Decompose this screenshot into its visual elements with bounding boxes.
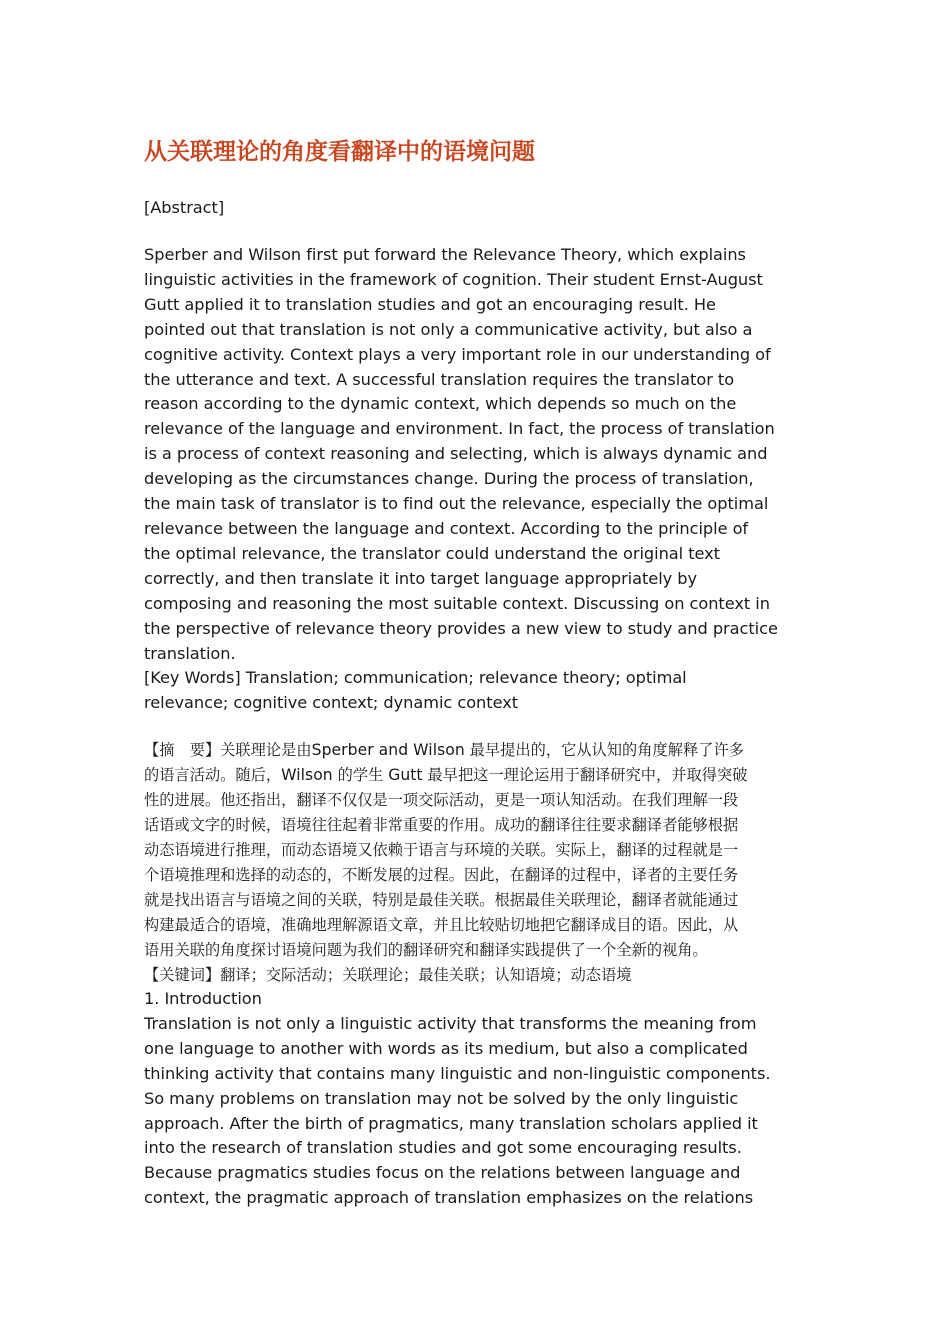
abstract-line: Gutt applied it to translation studies and got an encouraging result. He — [144, 294, 716, 314]
abstract-line: composing and reasoning the most suitable context. Discussing on context in — [144, 593, 770, 613]
intro-line: Because pragmatics studies focus on the relations between language and — [144, 1163, 741, 1183]
zh-text: 的学生 — [332, 766, 389, 784]
zh-abstract-line — [144, 763, 806, 788]
abstract-line: reason according to the dynamic context, which depends so much on the — [144, 394, 737, 414]
intro-line: thinking activity that contains many linguistic and non-linguistic components. — [144, 1063, 771, 1083]
abstract-line: pointed out that translation is not only a communicative activity, but also a — [144, 319, 753, 339]
abstract-line: relevance of the language and environment. In fact, the process of translation — [144, 419, 775, 439]
intro-line: context, the pragmatic approach of translation emphasizes on the relations — [144, 1188, 754, 1208]
intro-line: So many problems on translation may not be solved by the only linguistic — [144, 1088, 739, 1108]
abstract-line: cognitive activity. Context plays a very important role in our understanding of — [144, 344, 771, 364]
abstract-line: correctly, and then translate it into target language appropriately by — [144, 568, 698, 588]
abstract-line: the utterance and text. A successful translation requires the translator to — [144, 369, 735, 389]
intro-line: into the research of translation studies and got some encouraging results. — [144, 1138, 742, 1158]
zh-abstract-line — [144, 738, 806, 763]
zh-text: 最早把这一理论运用于翻译研究中，并取得突破 — [422, 766, 748, 784]
page-title: 从关联理论的角度看翻译中的语境问题 — [144, 138, 535, 165]
zh-abstract-line: 个语境推理和选择的动态的，不断发展的过程。因此，在翻译的过程中，译者的主要任务 — [144, 866, 739, 884]
abstract-line: the optimal relevance, the translator could understand the original text — [144, 543, 720, 563]
introduction-section — [144, 987, 806, 1211]
zh-latin-text: Gutt — [388, 766, 423, 784]
zh-abstract-line: 构建最适合的语境，准确地理解源语文章，并且比较贴切地把它翻译成目的语。因此，从 — [144, 916, 739, 934]
zh-text: 【摘 要】关联理论是由 — [144, 741, 312, 759]
abstract-line: Sperber and Wilson first put forward the Relevance Theory, which explains — [144, 245, 746, 264]
intro-line: Translation is not only a linguistic activity that transforms the meaning from — [144, 1013, 757, 1033]
zh-keywords: 【关键词】翻译；交际活动；关联理论；最佳关联；认知语境；动态语境 — [144, 966, 632, 984]
abstract-line: relevance between the language and context. According to the principle of — [144, 518, 749, 538]
abstract-line: linguistic activities in the framework of cognition. Their student Ernst-August — [144, 269, 763, 289]
zh-abstract-line: 性的进展。他还指出，翻译不仅仅是一项交际活动，更是一项认知活动。在我们理解一段 — [144, 791, 739, 809]
abstract-line: the perspective of relevance theory provides a new view to study and practice — [144, 618, 778, 638]
abstract-line: the main task of translator is to find out the relevance, especially the optimal — [144, 494, 769, 514]
intro-line: approach. After the birth of pragmatics, many translation scholars applied it — [144, 1113, 758, 1133]
section-heading: 1. Introduction — [144, 989, 262, 1008]
abstract-line: developing as the circumstances change. During the process of translation, — [144, 469, 754, 489]
zh-text: 的语言活动。随后， — [144, 766, 282, 784]
zh-text: 最早提出的，它从认知的角度解释了许多 — [464, 741, 744, 759]
zh-latin-text: Sperber and Wilson — [311, 741, 465, 759]
keywords-line: relevance; cognitive context; dynamic context — [144, 693, 519, 713]
zh-abstract-line: 就是找出语言与语境之间的关联，特别是最佳关联。根据最佳关联理论，翻译者就能通过 — [144, 891, 739, 909]
abstract-body — [144, 243, 806, 716]
zh-abstract-line: 动态语境进行推理，而动态语境又依赖于语言与环境的关联。实际上，翻译的过程就是一 — [144, 841, 739, 859]
zh-latin-text: Wilson — [281, 766, 333, 784]
intro-line: one language to another with words as its medium, but also a complicated — [144, 1038, 748, 1058]
zh-abstract-line: 话语或文字的时候，语境往往起着非常重要的作用。成功的翻译往往要求翻译者能够根据 — [144, 816, 739, 834]
chinese-abstract — [144, 738, 806, 988]
zh-abstract-line: 语用关联的角度探讨语境问题为我们的翻译研究和翻译实践提供了一个全新的视角。 — [144, 941, 708, 959]
keywords-line: [Key Words] Translation; communication; relevance theory; optimal — [144, 668, 687, 688]
abstract-label: [Abstract] — [144, 198, 225, 217]
abstract-line: is a process of context reasoning and selecting, which is always dynamic and — [144, 444, 768, 464]
abstract-line: translation. — [144, 643, 236, 663]
